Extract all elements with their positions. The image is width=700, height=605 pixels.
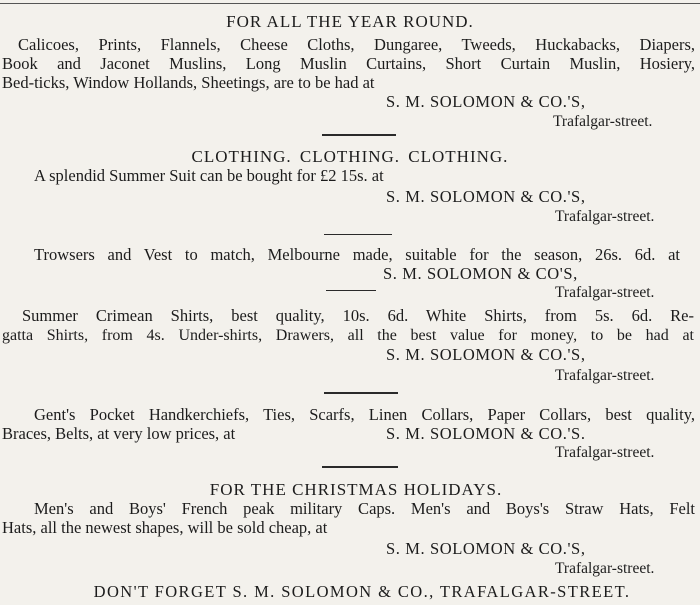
divider-rule-2 (324, 234, 392, 235)
divider-rule-3 (326, 290, 376, 291)
ad1-line-2: Book and Jaconet Muslins, Long Muslin Curtains, Short Curtain Muslin, Hosiery, (2, 54, 695, 73)
ad5-line-1: Gent's Pocket Handkerchiefs, Ties, Scarfs, Linen Collars, Paper Collars, best quality, (34, 405, 695, 424)
ad6-heading: FOR THE CHRISTMAS HOLIDAYS. (209, 480, 503, 499)
ad6-line-1: Men's and Boys' French peak military Caps. Men's and Boys's Straw Hats, Felt (34, 499, 695, 518)
ad1-street: Trafalgar-street. (553, 113, 653, 130)
top-border-rule (0, 3, 700, 4)
ad2-seller: S. M. SOLOMON & CO.'S, (386, 187, 586, 206)
footer-notice: DON'T FORGET S. M. SOLOMON & CO., TRAFALGAR-STREET. (93, 582, 631, 601)
ad1-line-1: Calicoes, Prints, Flannels, Cheese Cloths, Dungaree, Tweeds, Huckabacks, Diapers, (18, 35, 695, 54)
ad5-seller: S. M. SOLOMON & CO.'S. (386, 424, 586, 443)
ad3-seller: S. M. SOLOMON & CO'S, (383, 264, 578, 283)
divider-rule-4 (324, 392, 398, 394)
ad1-line-3: Bed-ticks, Window Hollands, Sheetings, are to be had at (2, 73, 375, 92)
divider-rule-5 (322, 466, 398, 468)
ad6-line-2: Hats, all the newest shapes, will be sold cheap, at (2, 518, 328, 537)
ad2-heading: CLOTHING. CLOTHING. CLOTHING. (191, 147, 509, 166)
ad4-line-2: gatta Shirts, from 4s. Under-shirts, Drawers, all the best value for money, to be had at (2, 327, 694, 344)
ad6-seller: S. M. SOLOMON & CO.'S, (386, 539, 586, 558)
ad3-street: Trafalgar-street. (555, 284, 655, 301)
ad5-street: Trafalgar-street. (555, 444, 655, 461)
ad2-line: A splendid Summer Suit can be bought for £2 15s. at (34, 166, 384, 185)
divider-rule-1 (322, 134, 396, 136)
ad4-seller: S. M. SOLOMON & CO.'S, (386, 345, 586, 364)
ad4-street: Trafalgar-street. (555, 367, 655, 384)
ad1-seller: S. M. SOLOMON & CO.'S, (386, 92, 586, 111)
ad5-line-2: Braces, Belts, at very low prices, at (2, 424, 236, 443)
ad6-street: Trafalgar-street. (555, 560, 655, 577)
ad3-line: Trowsers and Vest to match, Melbourne made, suitable for the season, 26s. 6d. at (34, 245, 680, 264)
ad4-line-1: Summer Crimean Shirts, best quality, 10s. 6d. White Shirts, from 5s. 6d. Re- (22, 306, 694, 325)
ad2-street: Trafalgar-street. (555, 208, 655, 225)
ad1-heading: FOR ALL THE YEAR ROUND. (226, 12, 474, 31)
